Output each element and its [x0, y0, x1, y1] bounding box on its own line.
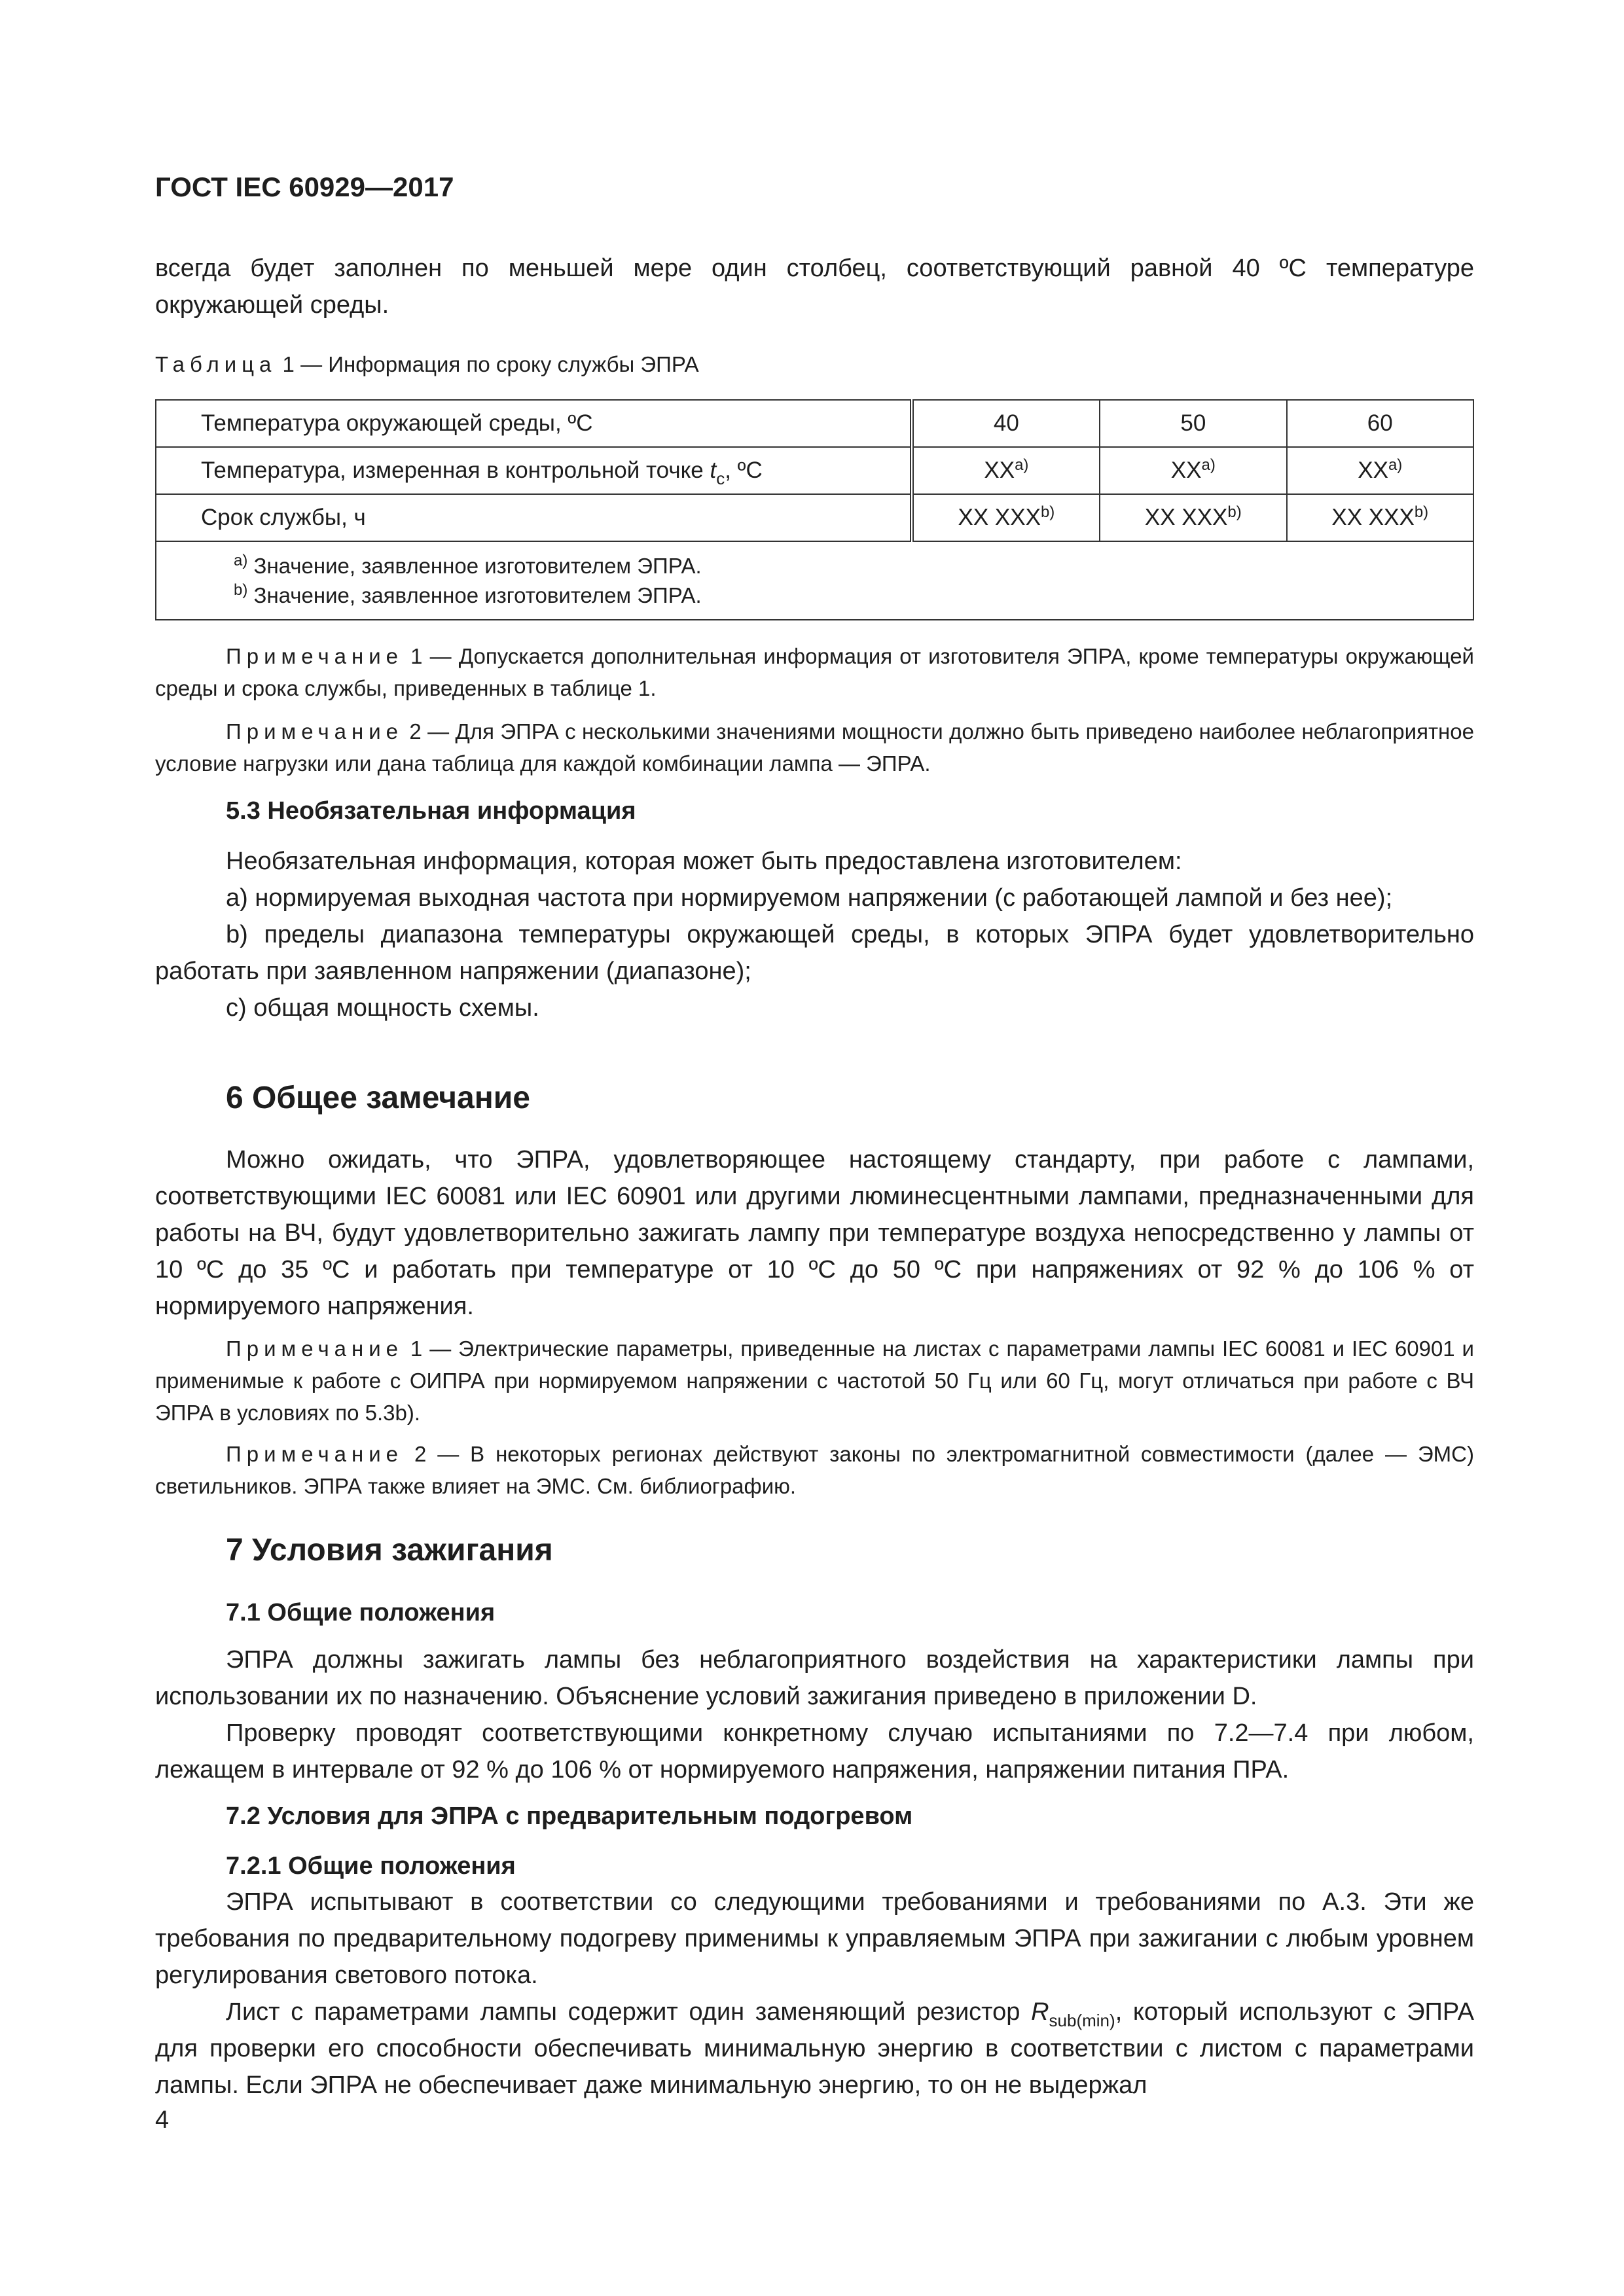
table-row-label — [156, 447, 912, 494]
section-6-paragraph: Можно ожидать, что ЭПРА, удовлетворяющее настоящему стандарту, при работе с лампами, соответствующими IEC 60081 или IEC 60901 или другими люминесцентными лампами, предназначенными для работы на ВЧ, будут удовлетворительно зажигать лампу при температуре воздуха непосредственно у лампы от 10 ºС до 35 ºС и работать при температуре от 10 ºС до 50 ºС при напряжениях от 92 % до 106 % от нормируемого напряжения. — [155, 1146, 1474, 1320]
table-cell — [1287, 494, 1473, 541]
symbol-sub: c — [716, 469, 725, 488]
section-5-3-heading: 5.3 Необязательная информация — [226, 797, 636, 825]
document-header: ГОСТ IEC 60929—2017 — [155, 171, 454, 202]
footnote-text: Значение, заявленное изготовителем ЭПРА. — [247, 554, 702, 578]
table-footnotes — [156, 541, 1473, 620]
footnote-mark: a) — [1015, 456, 1029, 474]
table-caption-label: Таблица — [155, 352, 277, 376]
table-note-2 — [155, 715, 1474, 780]
note-label: Примечание — [226, 1442, 404, 1466]
paragraph: ЭПРА должны зажигать лампы без неблагоприятного воздействия на характеристики лампы при использовании их по назначению. Объяснение условий зажигания приведено в приложении D. — [155, 1646, 1474, 1710]
page-number: 4 — [155, 2106, 170, 2134]
text-part: Лист с параметрами лампы содержит один заменяющий резистор — [226, 1998, 1032, 2026]
paragraph: Проверку проводят соответствующими конкретному случаю испытаниями по 7.2—7.4 при любом, лежащем в интервале от 92 % до 106 % от нормируемого напряжения, напряжении питания ПРА. — [155, 1719, 1474, 1784]
paragraph — [155, 1994, 1474, 2104]
footnote-mark: b) — [234, 581, 248, 599]
paragraph: Необязательная информация, которая может быть предоставлена изготовителем: — [226, 848, 1182, 875]
list-item: b) пределы диапазона температуры окружающей среды, в которых ЭПРА будет удовлетворительно работать при заявленном напряжении (диапазоне); — [155, 921, 1474, 985]
cell-value: XX — [1170, 457, 1202, 483]
section-7-2-1-body — [155, 1884, 1474, 2104]
section-7-1-body — [155, 1641, 1474, 1788]
table-cell — [1287, 447, 1473, 494]
cell-value: XX XXX — [958, 505, 1041, 530]
footnote-mark: b) — [1040, 503, 1055, 521]
table-row — [156, 494, 1473, 541]
table-cell: 50 — [1100, 400, 1286, 447]
footnote-b — [234, 581, 1473, 610]
footnote-mark: b) — [1414, 503, 1429, 521]
section-5-3-body — [155, 843, 1474, 1026]
table-note-1 — [155, 640, 1474, 704]
footnote-mark: a) — [1388, 456, 1403, 474]
table-cell — [912, 447, 1100, 494]
cell-value: XX — [1358, 457, 1388, 483]
section-6-heading: 6 Общее замечание — [226, 1081, 530, 1115]
table-caption-text: 1 — Информация по сроку службы ЭПРА — [276, 352, 699, 376]
footnote-mark: b) — [1227, 503, 1242, 521]
symbol-t: t — [710, 457, 717, 483]
section-7-2-1-heading: 7.2.1 Общие положения — [226, 1852, 516, 1880]
table-cell: 60 — [1287, 400, 1473, 447]
note-text: 2 — Для ЭПРА с несколькими значениями мощности должно быть приведено наиболее неблагоприятное условие нагрузки или дана таблица для каждой комбинации лампа — ЭПРА. — [155, 719, 1474, 776]
list-item: c) общая мощность схемы. — [226, 994, 539, 1022]
note-label: Примечание — [226, 1336, 404, 1361]
list-item: a) нормируемая выходная частота при нормируемом напряжении (с работающей лампой и без нее); — [226, 884, 1393, 912]
note-text: 1 — Электрические параметры, приведенные на листах с параметрами лампы IEC 60081 и IEC 60901 и применимые к работе с ОИПРА при нормируемом напряжении с частотой 50 Гц или 60 Гц, могут отличаться при работе с ВЧ ЭПРА в условиях по 5.3b). — [155, 1336, 1474, 1425]
note-label: Примечание — [226, 719, 404, 744]
lifetime-table — [155, 399, 1474, 620]
cell-value: XX XXX — [1331, 505, 1415, 530]
table-row-label: Срок службы, ч — [156, 494, 912, 541]
table-cell: 40 — [912, 400, 1100, 447]
section-7-1-heading: 7.1 Общие положения — [226, 1599, 496, 1626]
note-label: Примечание — [226, 644, 404, 668]
section-7-2-heading: 7.2 Условия для ЭПРА с предварительным подогревом — [226, 1803, 913, 1830]
cell-value: XX XXX — [1144, 505, 1228, 530]
table-footnotes-row — [156, 541, 1473, 620]
table-row — [156, 447, 1473, 494]
text-part: , который используют с ЭПРА для проверки его способности обеспечивать минимальную энергию в соответствии с листом с параметрами лампы. Если ЭПРА не обеспечивает даже минимальную энергию, то он не выдержал — [155, 1998, 1474, 2099]
label-part: , ºС — [725, 457, 763, 483]
section-6-note-2 — [155, 1438, 1474, 1502]
table-row-label: Температура окружающей среды, ºС — [156, 400, 912, 447]
table-row — [156, 400, 1473, 447]
table-cell — [1100, 494, 1286, 541]
footnote-mark: a) — [1201, 456, 1216, 474]
lifetime-table-wrap — [155, 399, 1474, 620]
section-7-heading: 7 Условия зажигания — [226, 1533, 553, 1568]
section-6-note-1 — [155, 1333, 1474, 1429]
footnote-text: Значение, заявленное изготовителем ЭПРА. — [247, 583, 702, 607]
symbol-sub: sub(min) — [1049, 2011, 1115, 2030]
table-cell — [912, 494, 1100, 541]
footnote-a — [234, 551, 1473, 581]
label-part: Температура, измеренная в контрольной точке — [201, 457, 710, 483]
note-text: 1 — Допускается дополнительная информация от изготовителя ЭПРА, кроме температуры окружающей среды и срока службы, приведенных в таблице 1. — [155, 644, 1474, 700]
cell-value: XX — [984, 457, 1015, 483]
table-cell — [1100, 447, 1286, 494]
footnote-mark: a) — [234, 552, 248, 569]
note-text: 2 — В некоторых регионах действуют законы по электромагнитной совместимости (далее — ЭМС) светильников. ЭПРА также влияет на ЭМС. См. библиографию. — [155, 1442, 1474, 1498]
symbol-R: R — [1031, 1998, 1049, 2026]
table-caption — [155, 352, 1474, 377]
intro-paragraph: всегда будет заполнен по меньшей мере один столбец, соответствующий равной 40 ºС температуре окружающей среды. — [155, 255, 1474, 319]
paragraph: ЭПРА испытывают в соответствии со следующими требованиями и требованиями по А.3. Эти же требования по предварительному подогреву применимы к управляемым ЭПРА при зажигании с любым уровнем регулирования светового потока. — [155, 1888, 1474, 1989]
